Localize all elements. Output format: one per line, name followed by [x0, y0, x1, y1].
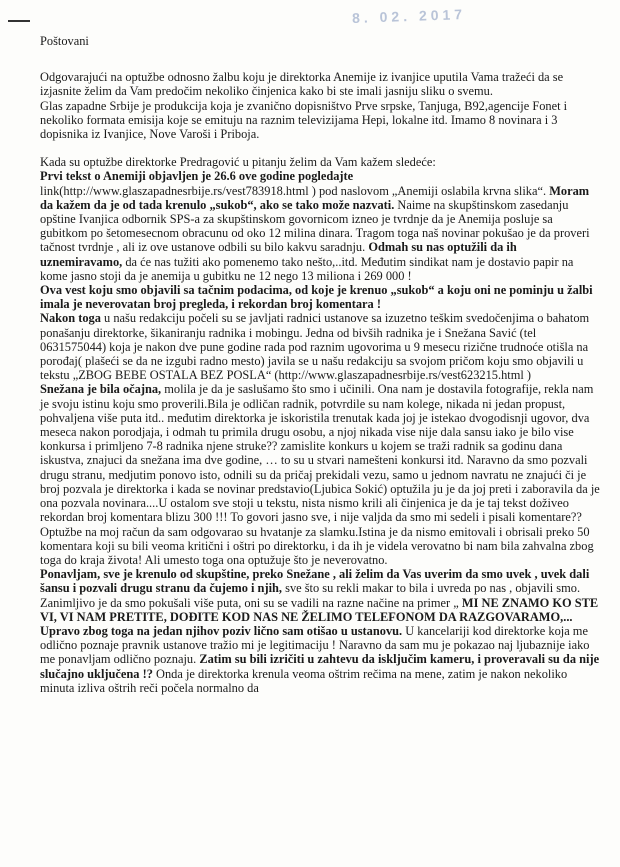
- paragraph-workers: [40, 311, 600, 382]
- letter-body: [40, 34, 600, 695]
- paragraph-first-article: [40, 169, 600, 283]
- body-text: Onda je direktorka krenula veoma oštrim rečima na mene, zatim je nakon nekoliko minuta izliva oštrih reči počela normalno da: [40, 666, 568, 695]
- body-text: u našu redakciju počeli su se javljati radnici ustanove sa izuzetno teškim svedočenjima o bahatom ponašanju direktorke, šikaniranju radnika i mobingu. Jedna od bivših radnika je i Snežana Savić (tel 0631575044) koja je nakon dve pune godine rada pod raznim ugovorima u 9 mesecu rizične trudnoće otišla na porođaj( plašeći se da ne izgubi radno mesto) javila se u našu redakciju sa svojom pričom koju smo objavili u tekstu „ZBOG BEBE OSTALA BEZ POSLA“ (http://www.glaszapadnesrbije.rs/vest623215.html ): [40, 311, 590, 383]
- lead-sentence: Kada su optužbe direktorke Predragović u pitanju želim da Vam kažem sledeće:: [40, 155, 436, 170]
- paragraph-news-impact: [40, 283, 600, 311]
- body-text: sve što su rekli makar to bila i uvreda po nas , objavili smo. Zanimljivo je da smo pokušali više puta, oni su se vadili na razne načine na primer „: [40, 581, 581, 610]
- bold-text: Odmah su nas optužili da ih uznemiravamo,: [40, 240, 517, 269]
- paragraph-visit: [40, 624, 600, 695]
- body-text: Naime na skupštinskom zasedanju opštine Ivanjica odbornik SPS-a za skupštinskom govornicom izneo je tvrdnje da je Anemija posluje sa gubitkom po šetomesecnom obracunu od oko 12 milina dinara. Tragom toga naš novinar pokušao je da proveri tačnost tvrdnje , ali iz ove ustanove odbili su bilo kakvu saradnju.: [40, 197, 590, 255]
- bold-text: Snežana je bila očajna,: [40, 382, 162, 397]
- bold-text: Prvi tekst o Anemiji objavljen je 26.6 ove godine pogledajte: [40, 169, 354, 184]
- body-text: molila je da je saslušamo što smo i učinili. Ona nam je dostavila fotografije, rekla nam je svoju istinu koju smo proverili.Bila je odličan radnik, potvrdile su nam kolege, nikada ni jedan propust, pohvaljena više puta itd.. međutim direktorka je iskoristila trenutak kada joj je istekao dvogodisnji ugovor, dva meseca nakon porodjaja, i odmah tu primila drugu osobu, a njoj nikada vise nije dala sansu iako je bilo vise konkursa i primljeno 7-8 radnika njene struke?? zamislite konkurs u kojem se traži radnik sa godinu dana iskustva, znajuci da snežana ima dve godine, … to su u stvari namešteni konkursi itd. Naravno da smo pozvali drugu stranu, medjutim ponovo isto, odnili su da pričaj prekidali vezu, samo u jednom navratu ne znajući či je broj pozvala je direktorka i kada se novinar predstavio(Ljubica Sokić) optužila ju je da joj preti i zaboravila da je ona pozvala novinara....U ostalom sve stoji u tekstu, nista nismo krili ali činjenica je da je taj tekst doživeo rekordan broj komentara blizu 300 !!! To govori jasno sve, i nije valjda da smo mi sedeli i pisali komentare?? Optužbe na moj račun da sam odgovarao su hvatanje za slamku.Istina je da nismo emitovali i obrisali preko 50 komentara koji su bili veoma kritični i oštri po direktorku, i da ih je videla verovatno bi nam bila zahvalna zbog toga do kraja života! Ali umesto toga ona optužuje što je neverovatno.: [40, 382, 600, 567]
- bold-text: Ponavljam, sve je krenulo od skupštine, preko Snežane , ali želim da Vas uverim da smo uvek , uvek dali šansu i pozvali drugu stranu da čujemo i njih,: [40, 567, 590, 596]
- bold-text: MI NE ZNAMO KO STE VI, VI NAM PRETITE, DOĐITE KOD NAS NE ŽELIMO TELEFONOM DA RAZGOVARAMO,...: [40, 595, 599, 624]
- paragraph-repeat: [40, 567, 600, 624]
- body-text: U kancelariji kod direktorke koja me odlično poznaje pravnik ustanove tražio mi je legitimaciju ! Naravno da sam mu je pokazao naj ljubaznije iako me ponavljam odlično poznaju.: [40, 623, 590, 667]
- date-stamp: 8. 02. 2017: [351, 6, 467, 26]
- body-text: da će nas tužiti ako pomenemo tako nešto,..itd. Međutim sindikat nam je dostavio papir na kome jasno stoji da je anemija u gubitku ne 12 nego 13 miliona i 269 000 !: [40, 254, 574, 283]
- bold-text: Moram da kažem da je od tada krenulo „sukob“, ako se tako može nazvati.: [40, 183, 590, 212]
- bold-text: Ova vest koju smo objavili sa tačnim podacima, od koje je krenuo „sukob“ a koju oni ne pominju u žalbi imala je neverovatan broj pregleda, i rekordan broj komentara !: [40, 283, 593, 312]
- paragraph-snezana: [40, 382, 600, 567]
- intro-paragraph: Odgovarajući na optužbe odnosno žalbu koju je direktorka Anemije iz ivanjice uputila Vama tražeći da se izjasnite želim da Vam predočim nekoliko činjenica kako bi ste imali jasniju sliku o svemu.: [40, 70, 564, 99]
- margin-mark: [8, 20, 30, 22]
- greeting: Poštovani: [40, 34, 89, 48]
- link-text: link(http://www.glaszapadnesrbije.rs/vest783918.html ) pod naslovom „Anemiji oslabila krvna slika“.: [40, 183, 547, 198]
- bold-text: Upravo zbog toga na jedan njihov poziv lično sam otišao u ustanovu.: [40, 623, 403, 638]
- bold-text: Nakon toga: [40, 311, 101, 326]
- about-paragraph: Glas zapadne Srbije je produkcija koja je zvanično dopisništvo Prve srpske, Tanjuga, B92,agencije Fonet i nekoliko formata emisija koje se emituju na raznim televizijama Hepi, lokalne itd. Imamo 8 novinara i 3 dopisnika iz Ivanjice, Nove Varoši i Priboja.: [40, 98, 568, 142]
- bold-text: Zatim su bili izričiti u zahtevu da isključim kameru, i proveravali su da nije slučajno uključena !?: [40, 652, 600, 681]
